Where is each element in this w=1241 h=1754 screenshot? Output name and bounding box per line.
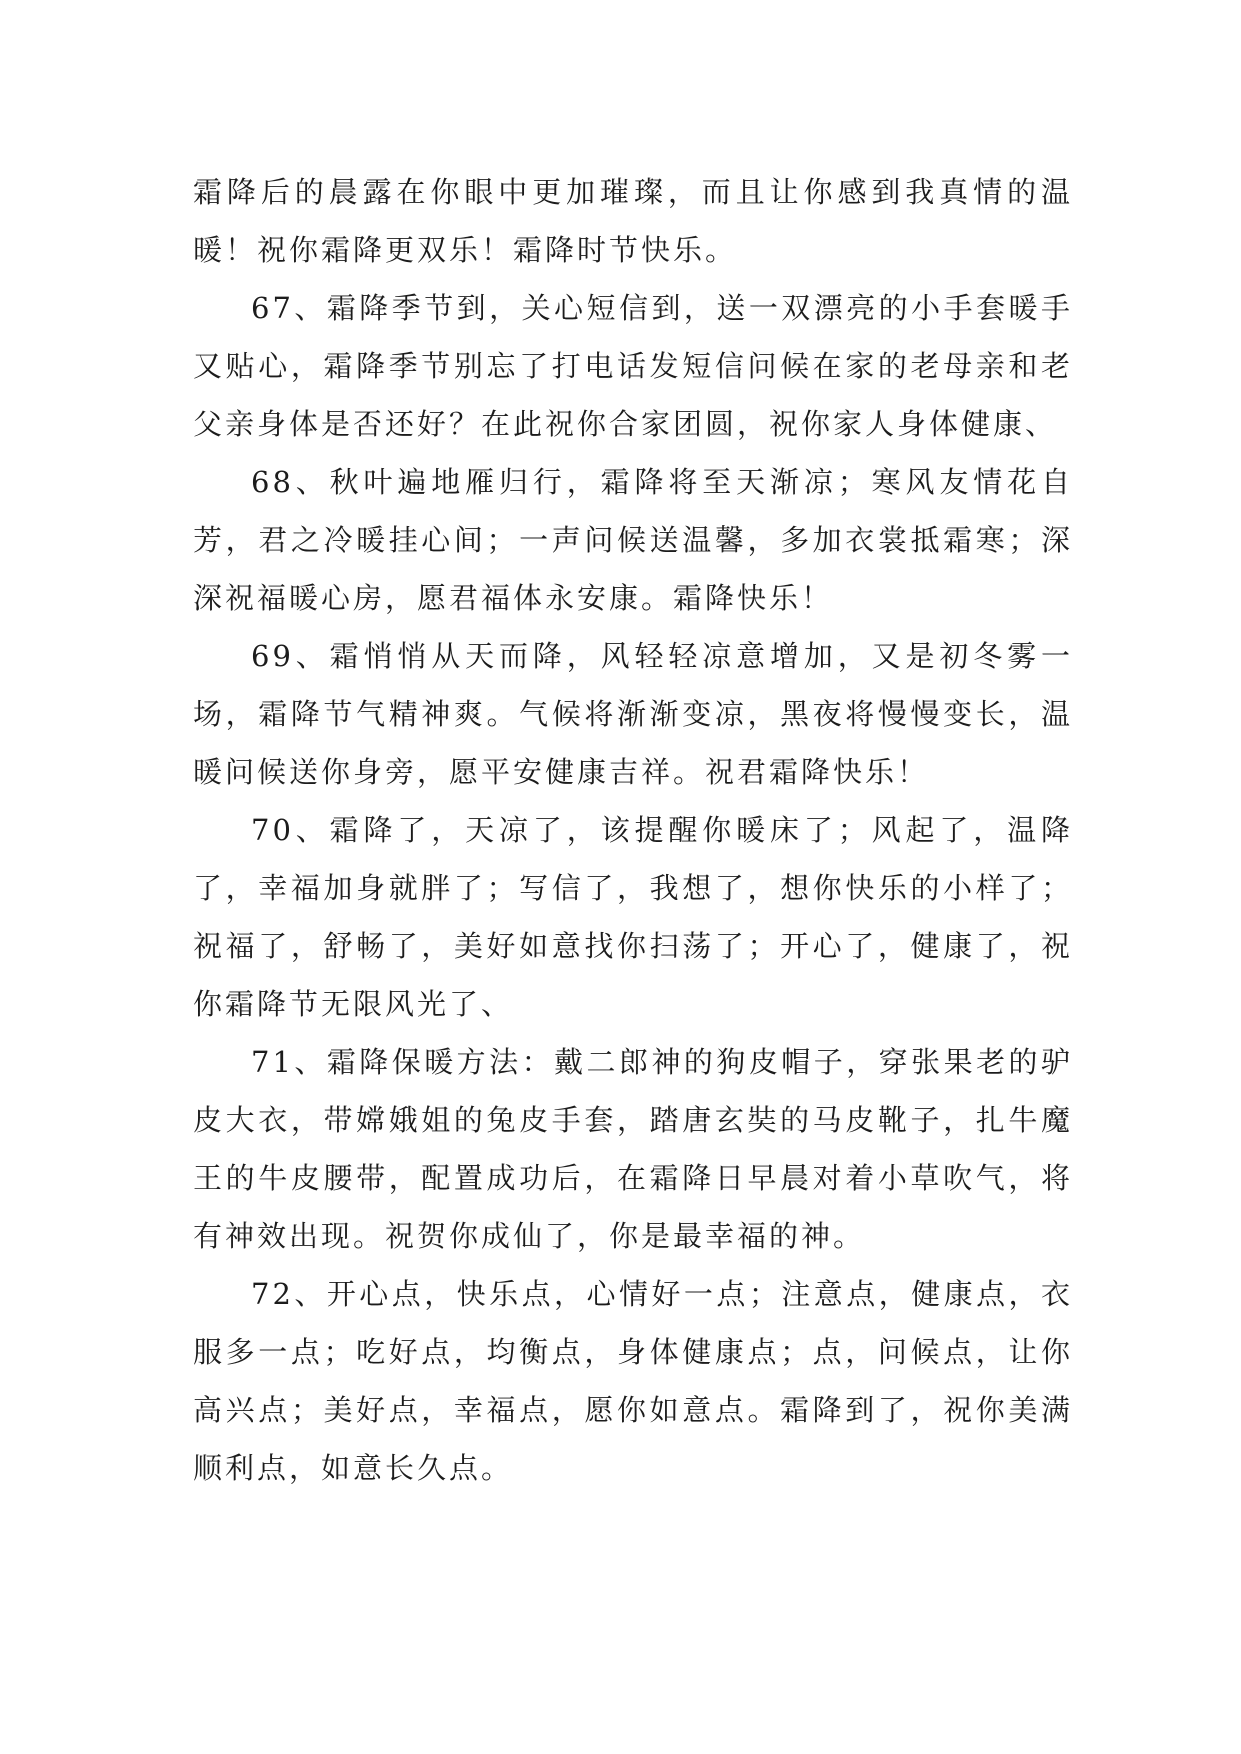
document-body	[193, 163, 1073, 1497]
paragraph-67: 67、霜降季节到，关心短信到，送一双漂亮的小手套暖手又贴心，霜降季节别忘了打电话发短信问候在家的老母亲和老父亲身体是否还好？在此祝你合家团圆，祝你家人身体健康、	[193, 291, 1073, 441]
paragraph-68: 68、秋叶遍地雁归行，霜降将至天渐凉；寒风友情花自芳，君之冷暖挂心间；一声问候送温馨，多加衣裳抵霜寒；深深祝福暖心房，愿君福体永安康。霜降快乐！	[193, 465, 1073, 615]
paragraph-72: 72、开心点，快乐点，心情好一点；注意点，健康点，衣服多一点；吃好点，均衡点，身体健康点；点，问候点，让你高兴点；美好点，幸福点，愿你如意点。霜降到了，祝你美满顺利点，如意长久点。	[193, 1277, 1073, 1485]
paragraph-70: 70、霜降了，天凉了，该提醒你暖床了；风起了，温降了，幸福加身就胖了；写信了，我想了，想你快乐的小样了；祝福了，舒畅了，美好如意找你扫荡了；开心了，健康了，祝你霜降节无限风光了、	[193, 813, 1073, 1021]
paragraph-69: 69、霜悄悄从天而降，风轻轻凉意增加，又是初冬雾一场，霜降节气精神爽。气候将渐渐变凉，黑夜将慢慢变长，温暖问候送你身旁，愿平安健康吉祥。祝君霜降快乐！	[193, 639, 1073, 789]
paragraph-continuation: 霜降后的晨露在你眼中更加璀璨，而且让你感到我真情的温暖！祝你霜降更双乐！霜降时节快乐。	[193, 175, 1073, 267]
paragraph-71: 71、霜降保暖方法：戴二郎神的狗皮帽子，穿张果老的驴皮大衣，带嫦娥姐的兔皮手套，踏唐玄奘的马皮靴子，扎牛魔王的牛皮腰带，配置成功后，在霜降日早晨对着小草吹气，将有神效出现。祝贺你成仙了，你是最幸福的神。	[193, 1045, 1073, 1253]
